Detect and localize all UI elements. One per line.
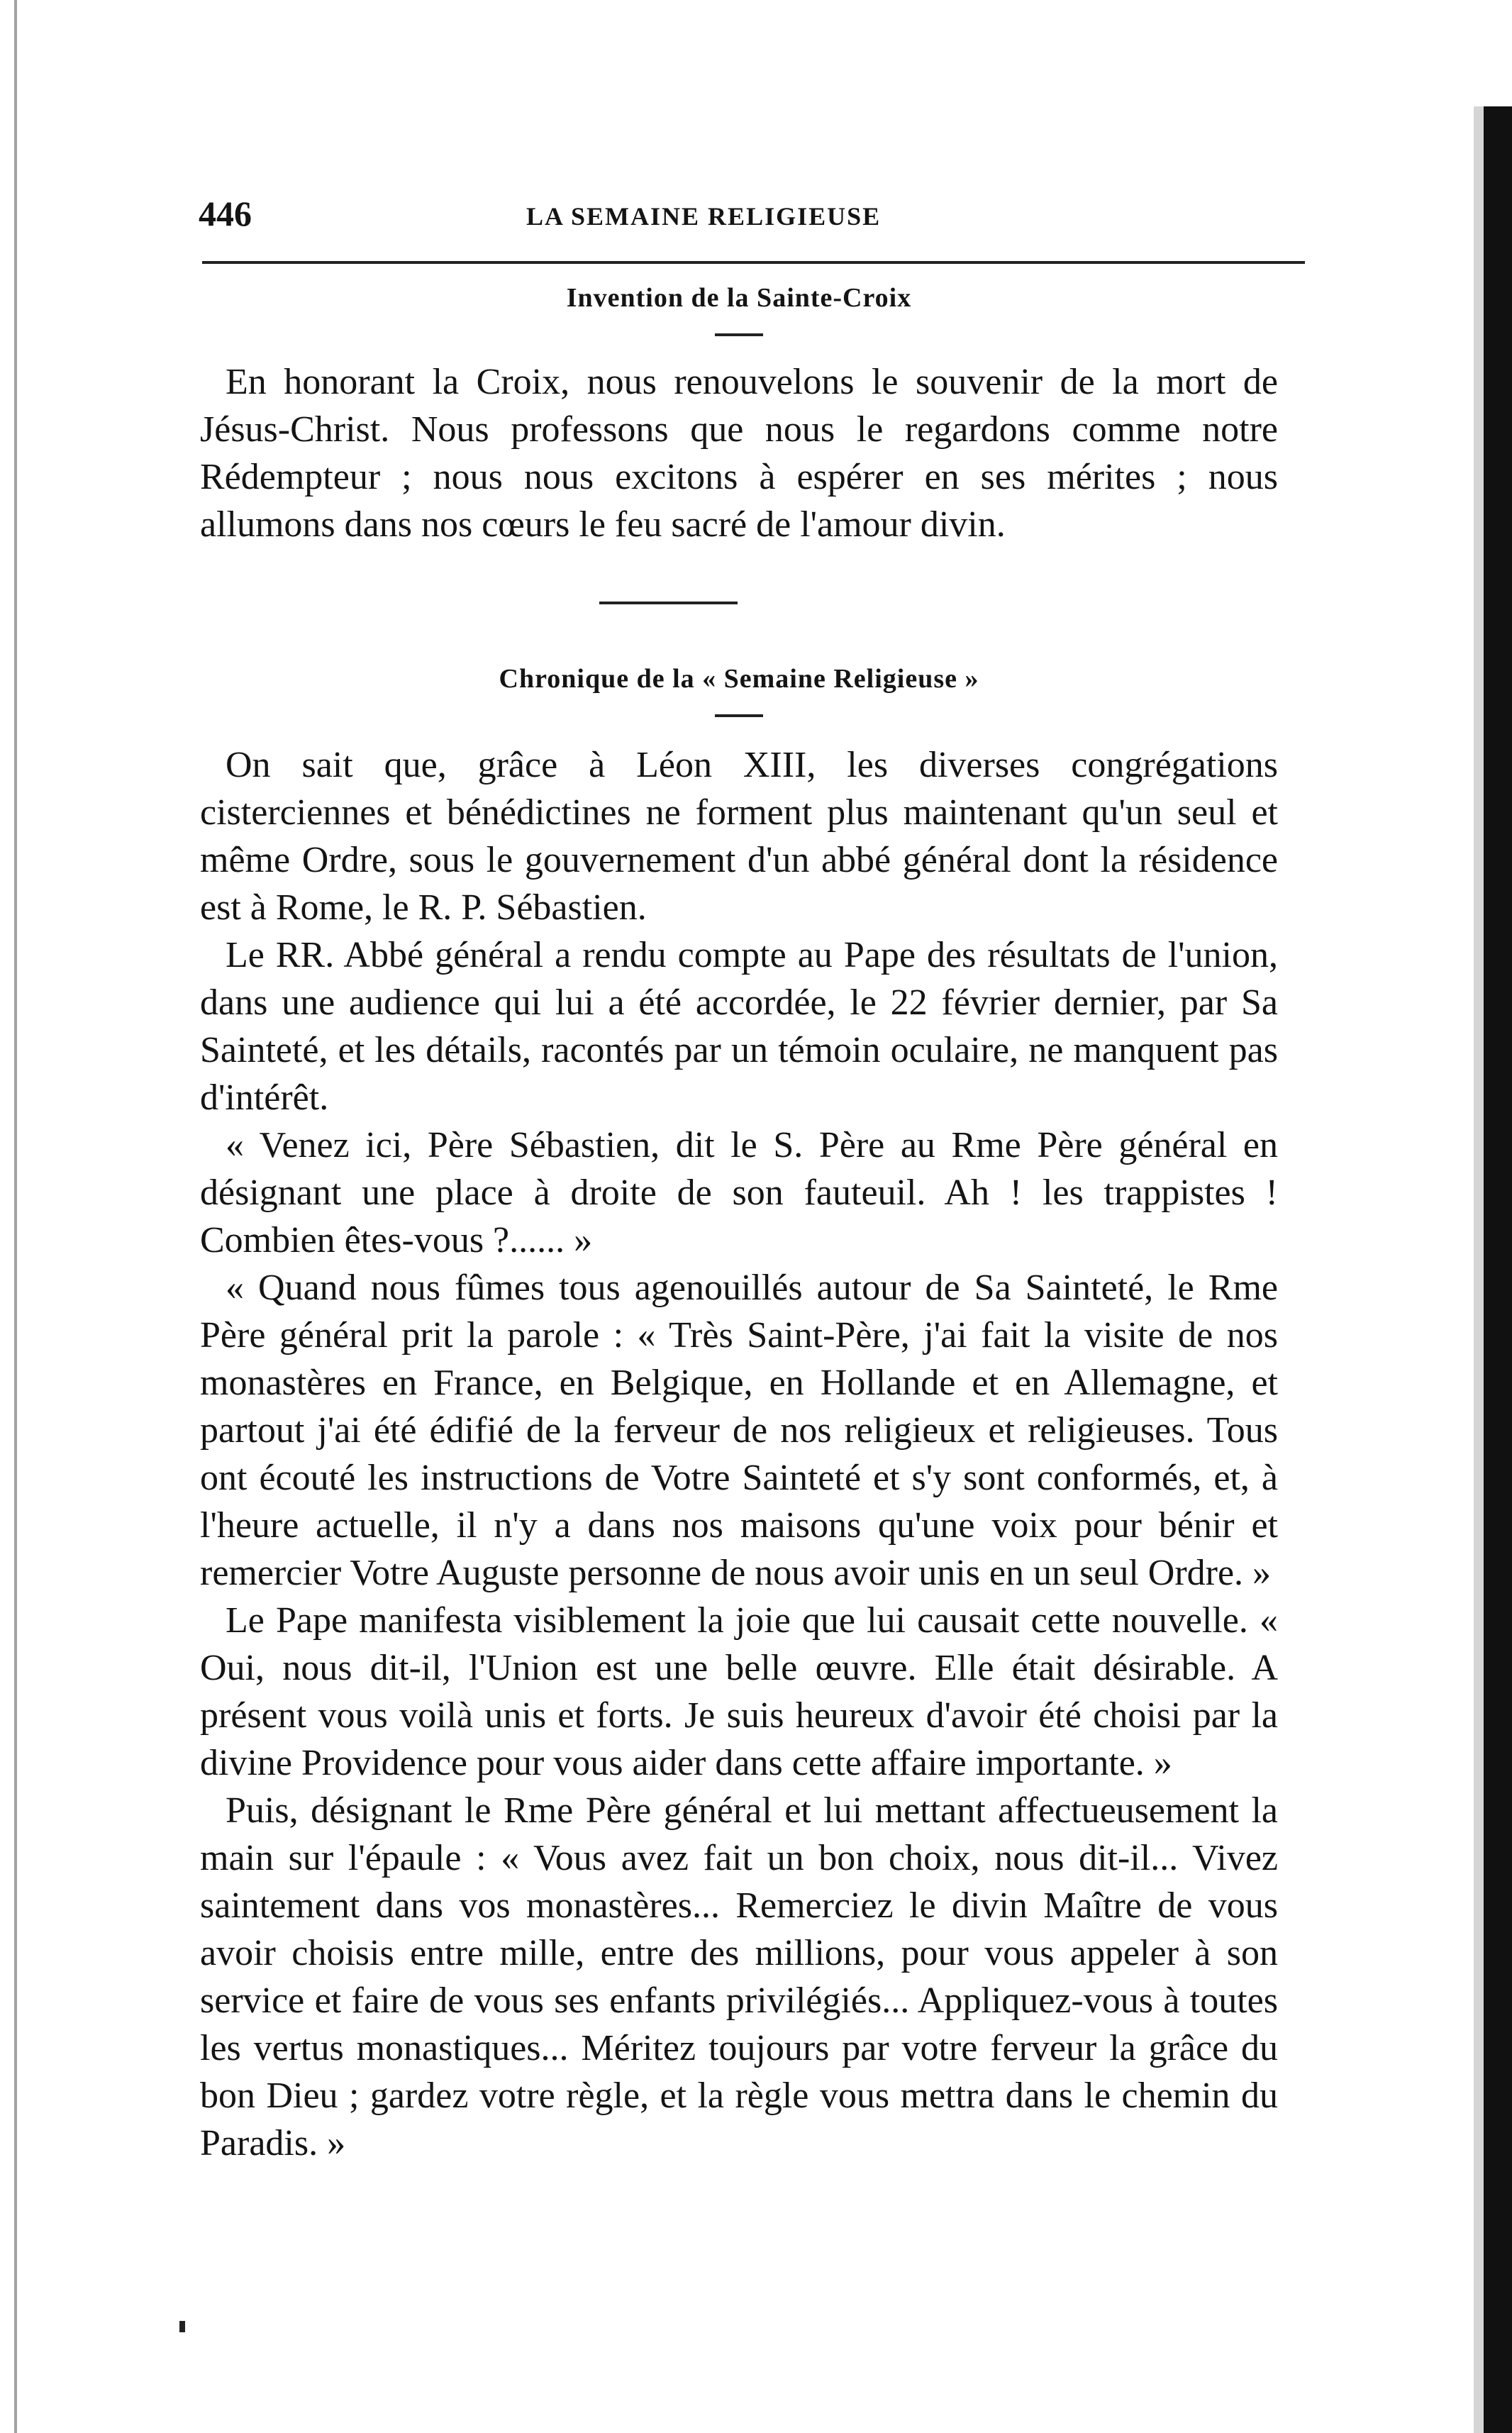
page-header (199, 193, 1305, 243)
title-dash (715, 714, 763, 717)
paragraph: « Venez ici, Père Sébastien, dit le S. Père au Rme Père général en désignant une place à droite de son fauteuil. Ah ! les trappistes ! Combien êtes-vous ?...... » (200, 1125, 1278, 1260)
page-mark (179, 2321, 185, 2332)
header-rule (202, 261, 1305, 264)
title-dash (715, 333, 763, 336)
section-title-chronique: Chronique de la « Semaine Religieuse » (499, 664, 979, 694)
paragraph: Le RR. Abbé général a rendu compte au Pape des résultats de l'union, dans une audience qui lui a été accordée, le 22 février dernier, par Sa Sainteté, et les détails, racontés par un témoin oculaire, ne manquent pas d'intérêt. (200, 935, 1278, 1118)
paragraph: « Quand nous fûmes tous agenouillés autour de Sa Sainteté, le Rme Père général prit la parole : « Très Saint-Père, j'ai fait la visite de nos monastères en France, en Belgique, en Hollande et en Allemagne, et partout j'ai été édifié de la ferveur de nos religieux et religieuses. Tous ont écouté les instructions de Votre Sainteté et s'y sont conformés, et, à l'heure actuelle, il n'y a dans nos maisons qu'une voix pour bénir et remercier Votre Auguste personne de nous avoir unis en un seul Ordre. » (200, 1268, 1278, 1593)
scan-binding-shadow (1474, 106, 1484, 2433)
scan-right-edge (1484, 106, 1512, 2433)
running-title: LA SEMAINE RELIGIEUSE (526, 202, 882, 231)
section-chronique-body (200, 741, 1278, 2167)
section-title-invention: Invention de la Sainte-Croix (566, 283, 912, 313)
paragraph: Le Pape manifesta visiblement la joie que lui causait cette nouvelle. « Oui, nous dit-il, l'Union est une belle œuvre. Elle était désirable. A présent vous voilà unis et forts. Je suis heureux d'avoir été choisi par la divine Providence pour vous aider dans cette affaire importante. » (200, 1600, 1278, 1783)
paragraph: En honorant la Croix, nous renouvelons le souvenir de la mort de Jésus-Christ. Nous professons que nous le regardons comme notre Rédempteur ; nous nous excitons à espérer en ses mérites ; nous allumons dans nos cœurs le feu sacré de l'amour divin. (200, 362, 1278, 545)
section-divider (599, 602, 738, 604)
paragraph: On sait que, grâce à Léon XIII, les diverses congrégations cisterciennes et bénédictines ne forment plus maintenant qu'un seul et même Ordre, sous le gouvernement d'un abbé général dont la résidence est à Rome, le R. P. Sébastien. (200, 745, 1278, 928)
scan-left-edge (14, 0, 17, 2433)
section-invention-body (200, 358, 1278, 548)
paragraph: Puis, désignant le Rme Père général et lui mettant affectueusement la main sur l'épaule : « Vous avez fait un bon choix, nous dit-il... Vivez saintement dans vos monastères... Remerciez le divin Maître de vous avoir choisis entre mille, entre des millions, pour vous appeler à son service et faire de vous ses enfants privilégiés... Appliquez-vous à toutes les vertus monastiques... Méritez toujours par votre ferveur la grâce du bon Dieu ; gardez votre règle, et la règle vous mettra dans le chemin du Paradis. » (200, 1790, 1278, 2163)
section-invention (200, 282, 1278, 336)
page-number: 446 (199, 194, 252, 233)
section-chronique (200, 663, 1278, 717)
